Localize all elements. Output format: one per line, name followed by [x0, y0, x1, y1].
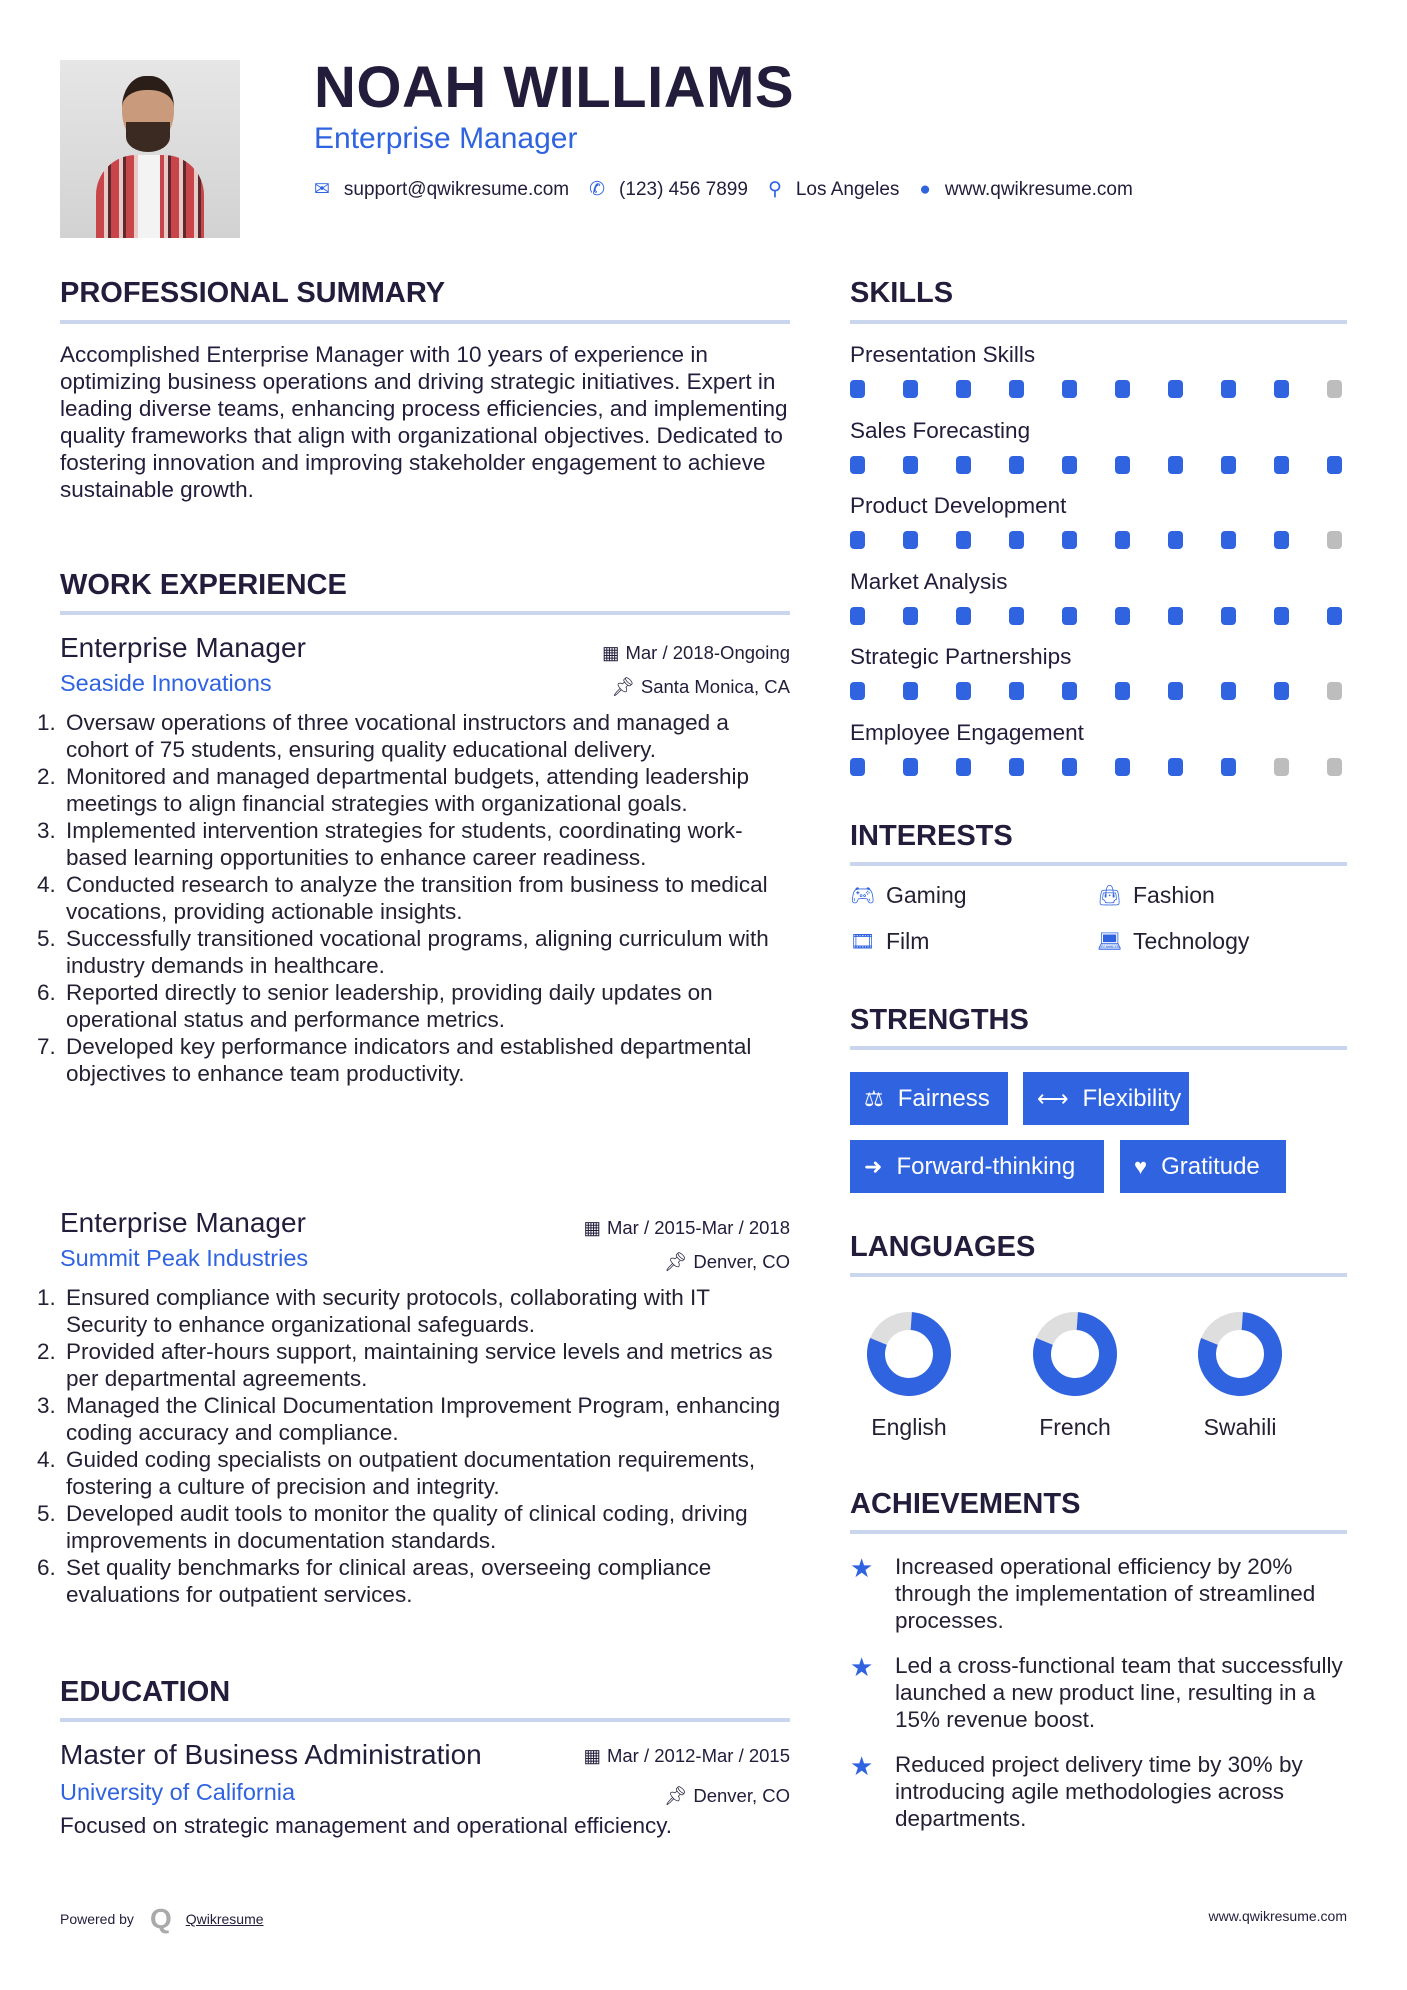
- profile-photo: [60, 60, 240, 238]
- achievement-item: ★ Led a cross-functional team that successfully launched a new product line, resulting in a 15% revenue boost.: [850, 1652, 1343, 1732]
- education-entry: [60, 1739, 790, 1839]
- rating-dot-filled: [1009, 531, 1024, 549]
- interest-gaming: 🎮︎ Gaming: [850, 882, 967, 908]
- language-donut: [1040, 1319, 1110, 1389]
- rating-dot-empty: [1327, 682, 1342, 700]
- rating-dot-filled: [956, 456, 971, 474]
- rating-dot-filled: [1168, 380, 1183, 398]
- education-heading: EDUCATION: [60, 1676, 231, 1708]
- job-location: 📌︎ Santa Monica, CA: [611, 676, 790, 697]
- language-donut: [1205, 1319, 1275, 1389]
- rating-dot-filled: [1062, 456, 1077, 474]
- job-entry: [60, 632, 790, 1087]
- language-donut: [874, 1319, 944, 1389]
- strengths-heading: STRENGTHS: [850, 1004, 1029, 1036]
- balance-scale-icon: ⚖: [864, 1085, 884, 1111]
- duty-item: 3. Managed the Clinical Documentation Improvement Program, enhancing coding accuracy and compliance.: [62, 1392, 790, 1446]
- rating-dot-filled: [1274, 380, 1289, 398]
- duty-item: 6. Set quality benchmarks for clinical areas, overseeing compliance evaluations for outpatient services.: [62, 1554, 790, 1608]
- calendar-icon: ▦: [583, 1217, 601, 1238]
- calendar-icon: ▦: [601, 642, 620, 663]
- language-charts: [850, 1300, 1350, 1410]
- pin-icon: 📌︎: [611, 676, 635, 697]
- rating-dot-filled: [1115, 607, 1130, 625]
- shopping-bag-icon: 👜︎: [1097, 885, 1123, 907]
- job-date: ▦ Mar / 2018-Ongoing: [601, 642, 790, 663]
- rating-dot-filled: [1221, 607, 1236, 625]
- divider: [60, 320, 790, 324]
- duty-item: 1. Oversaw operations of three vocational instructors and managed a cohort of 75 students, ensuring quality educational delivery.: [62, 709, 790, 763]
- rating-dot-filled: [1168, 758, 1183, 776]
- contact-location: Los Angeles: [795, 178, 900, 200]
- skill-row: [850, 418, 1350, 494]
- divider: [850, 1530, 1347, 1534]
- rating-dot-filled: [1274, 531, 1289, 549]
- rating-dot-filled: [1327, 607, 1342, 625]
- rating-dot-filled: [1168, 531, 1183, 549]
- map-pin-icon: ⚲: [767, 179, 782, 200]
- job-company[interactable]: Summit Peak Industries: [60, 1245, 309, 1271]
- job-entry: [60, 1207, 790, 1608]
- divider: [850, 320, 1347, 324]
- rating-dot-filled: [903, 380, 918, 398]
- rating-dot-filled: [850, 456, 865, 474]
- duty-item: 4. Conducted research to analyze the transition from business to medical vocations, providing actionable insights.: [62, 871, 790, 925]
- skill-name: Strategic Partnerships: [850, 644, 1072, 669]
- rating-dot-filled: [903, 456, 918, 474]
- candidate-title: Enterprise Manager: [314, 122, 578, 155]
- arrows-horizontal-icon: ⟷: [1037, 1085, 1069, 1111]
- skill-row: [850, 644, 1350, 720]
- calendar-icon: ▦: [583, 1745, 601, 1766]
- skill-rating: [850, 531, 1350, 549]
- rating-dot-filled: [850, 682, 865, 700]
- envelope-icon: ✉: [314, 179, 330, 200]
- star-icon: ★: [850, 1652, 874, 1682]
- strength-badge: ⚖ Fairness: [850, 1072, 1008, 1125]
- rating-dot-filled: [956, 682, 971, 700]
- summary-text: Accomplished Enterprise Manager with 10 years of experience in optimizing business operations and driving strategic initiatives. Expert in leading diverse teams, enhancing process efficiencies, and implementing quality frameworks that align with organizational objectives. Dedicated to fostering innovation and improving stakeholder engagement to achieve sustainable growth.: [60, 342, 788, 502]
- contact-bar: [314, 178, 1153, 201]
- duty-item: 5. Successfully transitioned vocational programs, aligning curriculum with industry demands in healthcare.: [62, 925, 790, 979]
- skill-name: Product Development: [850, 493, 1067, 518]
- rating-dot-filled: [903, 758, 918, 776]
- language-label: French: [1039, 1414, 1111, 1440]
- pin-icon: 📌︎: [663, 1785, 688, 1806]
- job-location: 📌︎ Denver, CO: [663, 1251, 790, 1272]
- globe-icon: ●: [919, 178, 931, 200]
- rating-dot-filled: [1274, 607, 1289, 625]
- rating-dot-filled: [1009, 456, 1024, 474]
- laptop-icon: 💻︎: [1097, 931, 1123, 953]
- interests-heading: INTERESTS: [850, 820, 1013, 852]
- skills-heading: SKILLS: [850, 277, 954, 309]
- rating-dot-filled: [1062, 758, 1077, 776]
- skill-row: [850, 569, 1350, 645]
- rating-dot-filled: [1115, 531, 1130, 549]
- degree: Master of Business Administration: [60, 1739, 482, 1770]
- divider: [850, 862, 1347, 866]
- skill-rating: [850, 758, 1350, 776]
- rating-dot-filled: [1062, 531, 1077, 549]
- star-icon: ★: [850, 1553, 874, 1583]
- contact-email[interactable]: support@qwikresume.com: [343, 178, 570, 200]
- arrow-right-icon: ➜: [864, 1153, 883, 1179]
- skill-row: [850, 720, 1350, 796]
- divider: [60, 1718, 790, 1722]
- achievements-heading: ACHIEVEMENTS: [850, 1488, 1081, 1520]
- rating-dot-filled: [903, 607, 918, 625]
- skill-row: [850, 342, 1350, 418]
- rating-dot-filled: [1274, 682, 1289, 700]
- interest-film: 🎞︎ Film: [850, 928, 930, 954]
- skill-rating: [850, 456, 1350, 474]
- education-description: Focused on strategic management and operational efficiency.: [60, 1813, 673, 1838]
- education-date: ▦ Mar / 2012-Mar / 2015: [583, 1745, 790, 1766]
- rating-dot-filled: [850, 758, 865, 776]
- star-icon: ★: [850, 1751, 874, 1781]
- job-date: ▦ Mar / 2015-Mar / 2018: [583, 1217, 790, 1238]
- rating-dot-filled: [1221, 758, 1236, 776]
- duty-item: 2. Provided after-hours support, maintaining service levels and metrics as per departmental agreements.: [62, 1338, 790, 1392]
- rating-dot-filled: [903, 531, 918, 549]
- job-duties: [42, 1284, 790, 1608]
- rating-dot-filled: [956, 380, 971, 398]
- rating-dot-filled: [1009, 682, 1024, 700]
- rating-dot-filled: [1062, 607, 1077, 625]
- job-title: Enterprise Manager: [60, 632, 306, 663]
- rating-dot-filled: [1274, 456, 1289, 474]
- rating-dot-filled: [1168, 607, 1183, 625]
- footer-website[interactable]: www.qwikresume.com: [1208, 1908, 1347, 1924]
- contact-phone[interactable]: (123) 456 7899: [619, 178, 748, 200]
- achievement-item: ★ Reduced project delivery time by 30% by introducing agile methodologies across departments.: [850, 1751, 1303, 1831]
- qwikresume-logo-icon: Q: [149, 1903, 172, 1934]
- job-company[interactable]: Seaside Innovations: [60, 670, 272, 696]
- strength-badge: ♥ Gratitude: [1120, 1140, 1286, 1193]
- rating-dot-filled: [1221, 380, 1236, 398]
- languages-heading: LANGUAGES: [850, 1231, 1036, 1263]
- work-heading: WORK EXPERIENCE: [60, 569, 347, 601]
- interest-fashion: 👜︎ Fashion: [1097, 882, 1215, 908]
- footer-powered: Powered by Q Qwikresume: [60, 1903, 264, 1934]
- rating-dot-filled: [1327, 456, 1342, 474]
- divider: [850, 1046, 1347, 1050]
- rating-dot-filled: [850, 531, 865, 549]
- skill-rating: [850, 380, 1350, 398]
- job-title: Enterprise Manager: [60, 1207, 306, 1238]
- skill-name: Market Analysis: [850, 568, 1008, 594]
- interest-technology: 💻︎ Technology: [1097, 928, 1250, 954]
- job-duties: [42, 709, 790, 1087]
- phone-icon: ✆: [589, 179, 606, 200]
- heart-icon: ♥: [1134, 1153, 1148, 1179]
- skill-name: Presentation Skills: [850, 342, 1036, 367]
- summary-heading: PROFESSIONAL SUMMARY: [60, 277, 446, 309]
- skill-name: Sales Forecasting: [850, 417, 1031, 443]
- rating-dot-filled: [1221, 682, 1236, 700]
- skill-name: Employee Engagement: [850, 719, 1084, 745]
- skills-list: [850, 342, 1350, 795]
- rating-dot-filled: [1062, 380, 1077, 398]
- rating-dot-filled: [1115, 380, 1130, 398]
- film-icon: 🎞︎: [850, 931, 876, 953]
- rating-dot-filled: [1168, 682, 1183, 700]
- duty-item: 4. Guided coding specialists on outpatient documentation requirements, fostering a culture of precision and integrity.: [62, 1446, 790, 1500]
- rating-dot-filled: [956, 758, 971, 776]
- rating-dot-filled: [1062, 682, 1077, 700]
- rating-dot-filled: [850, 607, 865, 625]
- education-location: 📌︎ Denver, CO: [663, 1785, 790, 1806]
- rating-dot-filled: [1115, 456, 1130, 474]
- duty-item: 1. Ensured compliance with security protocols, collaborating with IT Security to enhance organizational safeguards.: [62, 1284, 790, 1338]
- strength-badge: ➜ Forward-thinking: [850, 1140, 1104, 1193]
- rating-dot-empty: [1327, 380, 1342, 398]
- rating-dot-empty: [1274, 758, 1289, 776]
- rating-dot-empty: [1327, 531, 1342, 549]
- duty-item: 2. Monitored and managed departmental budgets, attending leadership meetings to align financial strategies with organizational goals.: [62, 763, 790, 817]
- school[interactable]: University of California: [60, 1779, 296, 1805]
- qwikresume-link[interactable]: Qwikresume: [185, 1911, 264, 1927]
- duty-item: 5. Developed audit tools to monitor the quality of clinical coding, driving improvements in documentation standards.: [62, 1500, 790, 1554]
- skill-rating: [850, 607, 1350, 625]
- rating-dot-filled: [1115, 682, 1130, 700]
- rating-dot-filled: [1221, 531, 1236, 549]
- rating-dot-filled: [956, 607, 971, 625]
- rating-dot-filled: [850, 380, 865, 398]
- rating-dot-filled: [1115, 758, 1130, 776]
- contact-website[interactable]: www.qwikresume.com: [944, 178, 1133, 200]
- achievement-item: ★ Increased operational efficiency by 20% through the implementation of streamlined processes.: [850, 1553, 1316, 1633]
- rating-dot-filled: [1009, 380, 1024, 398]
- language-label: English: [871, 1414, 947, 1440]
- duty-item: 7. Developed key performance indicators and established departmental objectives to enhance team productivity.: [62, 1033, 790, 1087]
- rating-dot-empty: [1327, 758, 1342, 776]
- rating-dot-filled: [1009, 607, 1024, 625]
- candidate-name: NOAH WILLIAMS: [314, 55, 795, 120]
- rating-dot-filled: [1009, 758, 1024, 776]
- pin-icon: 📌︎: [663, 1251, 688, 1272]
- rating-dot-filled: [1168, 456, 1183, 474]
- skill-row: [850, 493, 1350, 569]
- rating-dot-filled: [1221, 456, 1236, 474]
- language-label: Swahili: [1203, 1414, 1277, 1440]
- divider: [60, 611, 790, 615]
- duty-item: 3. Implemented intervention strategies for students, coordinating work-based learning opportunities to enhance career readiness.: [62, 817, 790, 871]
- skill-rating: [850, 682, 1350, 700]
- strength-badge: ⟷ Flexibility: [1023, 1072, 1189, 1125]
- gamepad-icon: 🎮︎: [850, 885, 876, 907]
- rating-dot-filled: [903, 682, 918, 700]
- rating-dot-filled: [956, 531, 971, 549]
- divider: [850, 1273, 1347, 1277]
- duty-item: 6. Reported directly to senior leadership, providing daily updates on operational status and performance metrics.: [62, 979, 790, 1033]
